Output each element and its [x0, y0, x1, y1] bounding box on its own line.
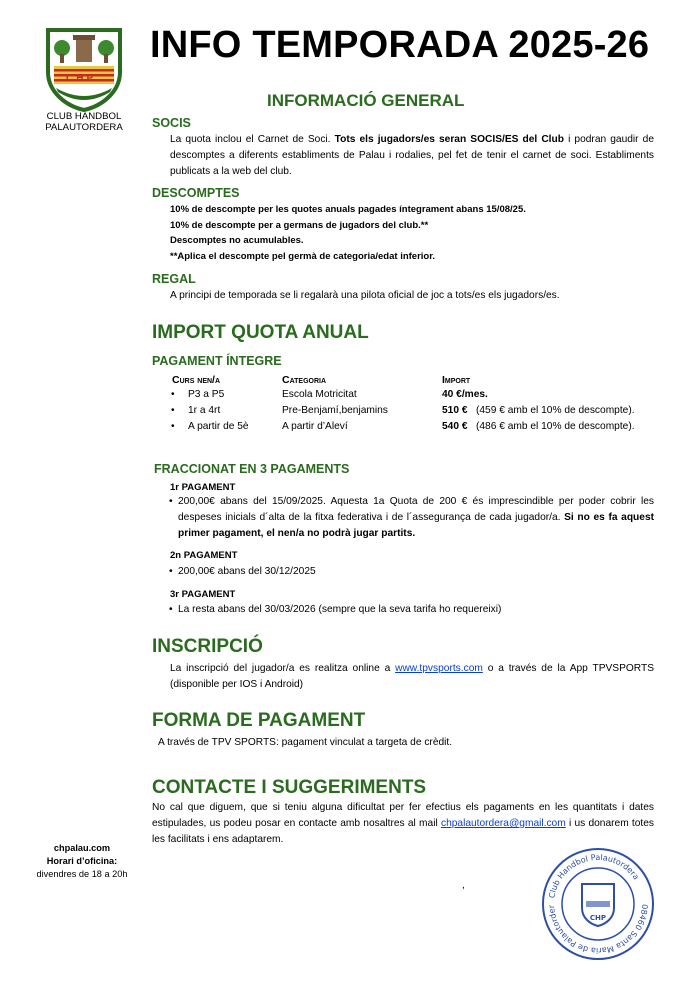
club-stamp: [540, 846, 656, 962]
forma-heading: FORMA DE PAGAMENT: [152, 710, 366, 731]
regal-title: REGAL: [152, 272, 196, 286]
integre-title: PAGAMENT ÍNTEGRE: [152, 354, 282, 368]
horari-label: Horari d’oficina:: [46, 856, 118, 866]
svg-text:Club Handbol Palautordera: [547, 853, 640, 899]
pagament3-title: 3r PAGAMENT: [170, 589, 236, 600]
socis-text-part2: i podran gaudir de descomptes a diferents establiments de Palau i rodalies, pel fet de tenir el carnet de soci. Establiments publicats a la web del club.: [170, 134, 654, 177]
socis-text-bold: Tots els jugadors/es seran SOCIS/ES del Club: [334, 134, 564, 145]
table-cell-curs: • P3 a P5: [188, 389, 224, 400]
table-cell-note: (486 € amb el 10% de descompte).: [476, 421, 635, 432]
regal-text: A principi de temporada se li regalarà una pilota oficial de joc a tots/es els jugadors/es.: [170, 290, 560, 301]
pagament1-text-bold: Si no es fa aquest primer pagament, el nen/a no podrà jugar partits.: [178, 512, 655, 539]
fraccionat-title: FRACCIONAT EN 3 PAGAMENTS: [154, 462, 350, 476]
inscripcio-heading: INSCRIPCIÓ: [152, 636, 263, 657]
descomptes-list: [170, 202, 654, 264]
table-cell-curs: • 1r a 4rt: [188, 405, 220, 416]
horari-text: divendres de 18 a 20h: [36, 869, 128, 879]
stray-mark: ,: [462, 880, 465, 891]
table-cell-categoria: A partir d’Aleví: [282, 421, 348, 432]
email-link[interactable]: chpalautordera@gmail.com: [440, 818, 566, 829]
website-text: chpalau.com: [53, 843, 111, 853]
pagament2-text-value: 200,00€ abans del 30/12/2025: [178, 566, 316, 577]
bullet-icon: •: [169, 604, 173, 615]
bullet-icon: •: [169, 566, 173, 577]
pagament2-text: [169, 564, 316, 580]
table-cell-import: 510 €: [442, 405, 468, 416]
contacte-text-part1: No cal que diguem, que si teniu alguna dificultat per fer efectius els pagaments en les quantitats i dates estipulades, us podeu posar en contacte amb nosaltres al mail: [152, 802, 654, 829]
club-name: [34, 111, 134, 133]
contacte-text-part2: i us donarem totes les facilitats i ens adaptarem.: [152, 818, 655, 845]
table-row: [0, 405, 682, 421]
office-info: [22, 842, 142, 881]
tpvsports-link[interactable]: www.tpvsports.com: [395, 663, 483, 674]
pagament3-text: [169, 602, 502, 618]
socis-text-part1: La quota inclou el Carnet de Soci.: [170, 134, 335, 145]
pagament1-text: [169, 494, 655, 542]
col-curs: Curs nen/a: [172, 374, 221, 386]
table-cell-note: (459 € amb el 10% de descompte).: [476, 405, 635, 416]
inscripcio-text-part2: o a través de la App TPVSPORTS (disponible per IOS i Android): [170, 663, 654, 690]
bullet-icon: •: [169, 496, 173, 507]
socis-title: SOCIS: [152, 116, 191, 130]
table-cell-curs: • A partir de 5è: [188, 421, 249, 432]
descompte-line: Descomptes no acumulables.: [170, 235, 304, 246]
logo-initials: CHP: [66, 73, 97, 84]
col-categoria: Categoria: [282, 374, 327, 386]
inscripcio-text: [170, 661, 654, 693]
page-title: INFO TEMPORADA 2025-26: [150, 24, 650, 66]
contacte-heading: CONTACTE I SUGGERIMENTS: [152, 777, 427, 798]
forma-text: A través de TPV SPORTS: pagament vinculat a targeta de crèdit.: [158, 737, 453, 748]
table-cell-import: 40 €/mes.: [442, 389, 488, 400]
stamp-initials: CHP: [589, 914, 607, 922]
club-name-line2: PALAUTORDERA: [45, 122, 123, 133]
descompte-line: 10% de descompte per a germans de jugadors del club.**: [170, 219, 429, 231]
pagament2-title: 2n PAGAMENT: [170, 550, 238, 561]
club-logo: [42, 26, 126, 112]
descompte-line: 10% de descompte per les quotes anuals pagades íntegrament abans 15/08/25.: [170, 204, 526, 215]
table-cell-import: 540 €: [442, 421, 468, 432]
descompte-line: **Aplica el descompte pel germà de categoria/edat inferior.: [170, 250, 436, 262]
pagament3-text-value: La resta abans del 30/03/2026 (sempre que la seva tarifa ho requereixi): [178, 604, 502, 615]
socis-text: [170, 132, 654, 180]
table-row: [0, 421, 682, 437]
pagament1-text-part1: 200,00€ abans del 15/09/2025. Aquesta 1a Quota de 200 € és imprescindible per poder cobrir les despeses inicials d´alta de la fitxa federativa i de l´assegurança de cada jugador/a.: [178, 496, 654, 523]
inscripcio-text-part1: La inscripció del jugador/a es realitza online a: [170, 663, 396, 674]
pagament1-title: 1r PAGAMENT: [170, 482, 236, 493]
stamp-outer-text: Club Handbol Palautordera: [547, 852, 641, 899]
quota-heading: IMPORT QUOTA ANUAL: [152, 322, 369, 343]
table-row: [0, 389, 682, 405]
descomptes-title: DESCOMPTES: [152, 186, 240, 200]
table-cell-categoria: Escola Motricitat: [282, 389, 357, 400]
col-import: Import: [442, 374, 471, 386]
club-name-line1: CLUB HANDBOL: [46, 111, 122, 122]
general-heading: INFORMACIÓ GENERAL: [267, 91, 465, 110]
stamp-address-text: 08460 Santa Maria de Palautorder: [546, 903, 650, 956]
contacte-text: [152, 800, 654, 848]
table-cell-categoria: Pre-Benjamí,benjamins: [282, 405, 388, 416]
